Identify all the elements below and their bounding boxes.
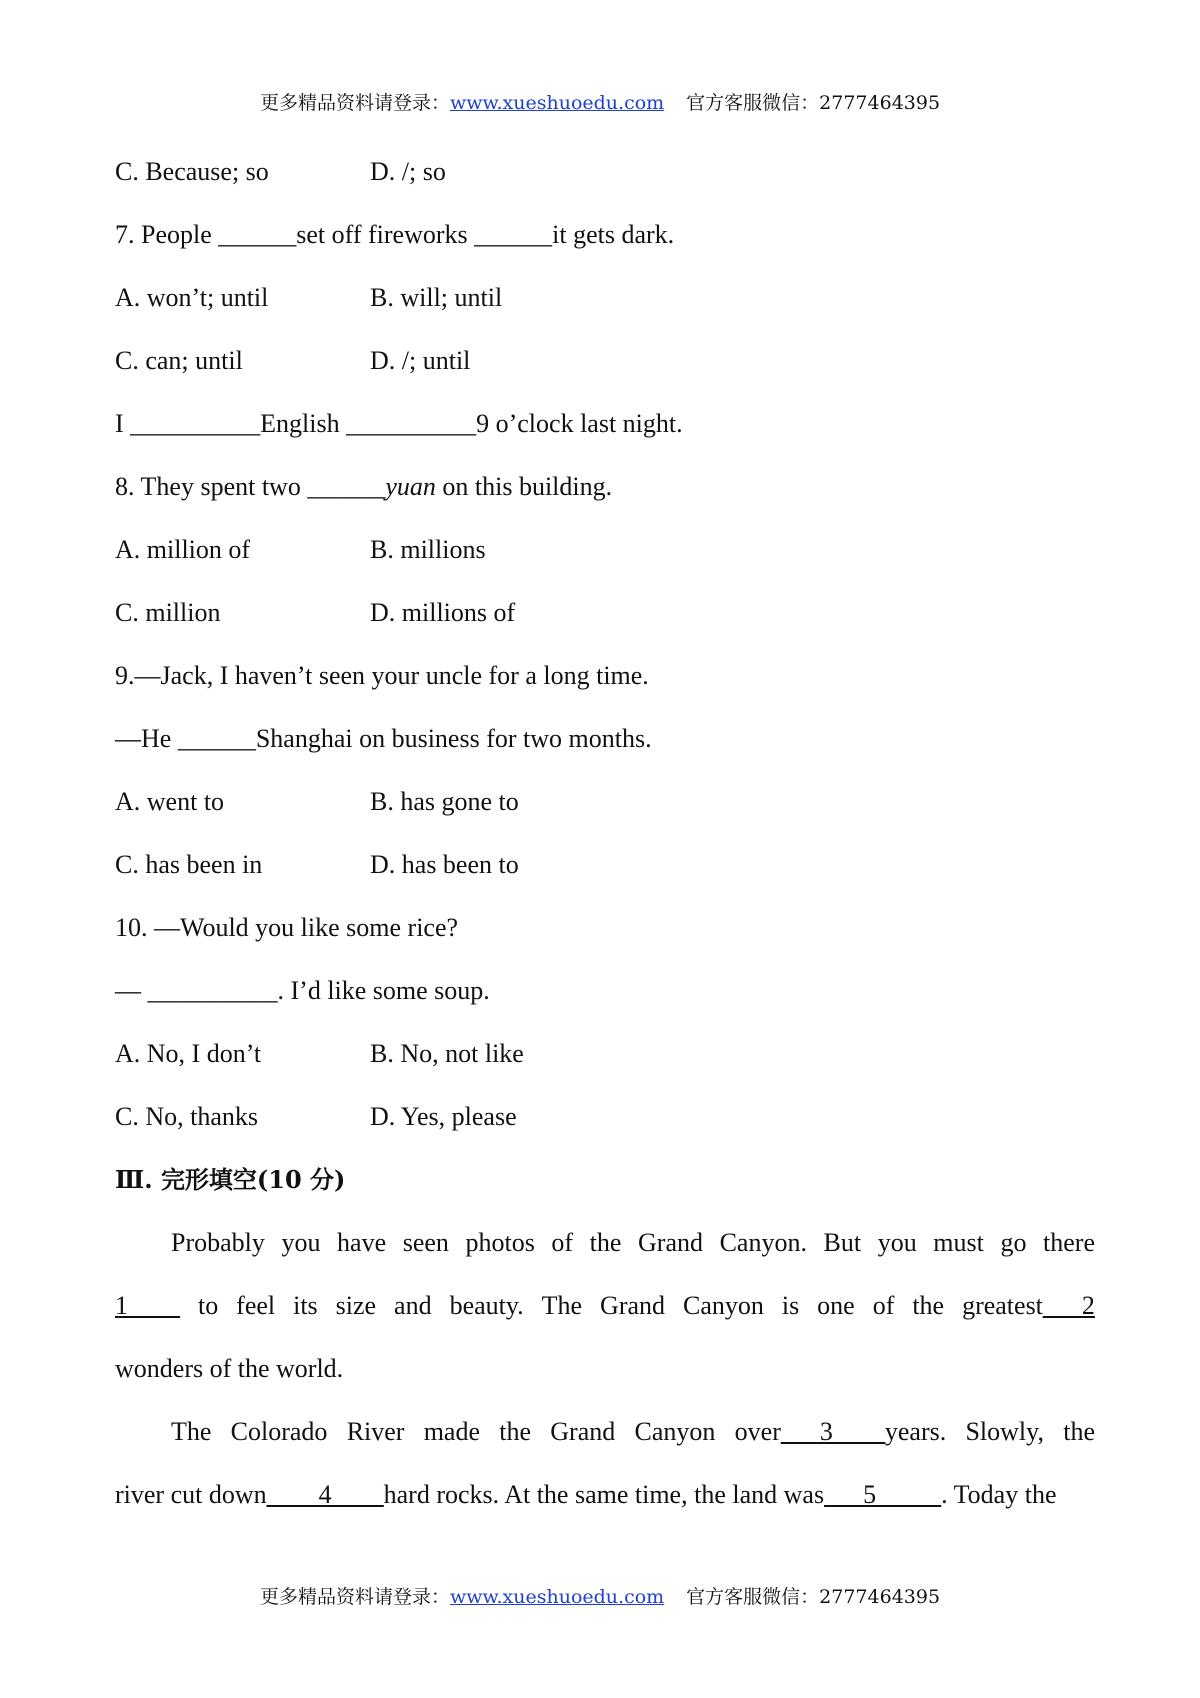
q10-stem-2: — __________. I’d like some soup. — [115, 976, 490, 1005]
passage-text: hard rocks. At the same time, the land was — [383, 1480, 825, 1509]
q6-option-c: C. Because; so — [115, 157, 269, 186]
header-link[interactable]: www.xueshuoedu.com — [449, 92, 665, 114]
passage-word: River — [346, 1417, 405, 1446]
passage-word: and — [394, 1291, 432, 1320]
passage-word: the — [912, 1291, 945, 1320]
footer-service: 官方客服微信：2777464395 — [686, 1586, 941, 1608]
q9-option-d: D. has been to — [370, 850, 519, 879]
q10-options-cd — [115, 1085, 1095, 1148]
q10-option-c: C. No, thanks — [115, 1102, 258, 1131]
q9-option-c: C. has been in — [115, 850, 263, 879]
q8-options-cd — [115, 581, 1095, 644]
passage-word: Canyon. — [719, 1228, 807, 1257]
passage-word: The — [541, 1291, 583, 1320]
blank-4: ____4____ — [266, 1480, 384, 1509]
passage-word: the — [1063, 1417, 1095, 1446]
passage-word: size — [335, 1291, 377, 1320]
passage-text: wonders of the world. — [115, 1354, 344, 1383]
q8-options-ab — [115, 518, 1095, 581]
passage-word: must — [933, 1228, 984, 1257]
q10-stem-1: 10. —Would you like some rice? — [115, 913, 459, 942]
passage-p1-line2 — [115, 1274, 1095, 1337]
passage-word: beauty. — [449, 1291, 524, 1320]
passage-word: you — [281, 1228, 321, 1257]
page-header — [0, 88, 1200, 115]
q7-option-d: D. /; until — [370, 346, 471, 375]
page-footer — [0, 1582, 1200, 1609]
q10-option-a: A. No, I don’t — [115, 1039, 262, 1068]
footer-prefix: 更多精品资料请登录： — [259, 1586, 450, 1608]
passage-word: Slowly, — [965, 1417, 1044, 1446]
q8-option-d: D. millions of — [370, 598, 516, 627]
passage-word: Grand — [550, 1417, 616, 1446]
blank-5: ___5_____ — [824, 1480, 942, 1509]
passage-word: of — [872, 1291, 895, 1320]
passage-word: Grand — [600, 1291, 666, 1320]
passage-word: you — [877, 1228, 917, 1257]
passage-p1-line1 — [115, 1211, 1095, 1274]
passage-word: of — [551, 1228, 574, 1257]
passage-word: photos — [465, 1228, 535, 1257]
passage-p2-line2 — [115, 1463, 1095, 1526]
passage-text: . Today the — [941, 1480, 1057, 1509]
header-service: 官方客服微信：2777464395 — [686, 92, 941, 114]
passage-word: seen — [402, 1228, 449, 1257]
q10-options-ab — [115, 1022, 1095, 1085]
q8-stem-post: on this building. — [435, 472, 613, 501]
q8-option-a: A. million of — [115, 535, 251, 564]
passage-word: greatest — [962, 1291, 1043, 1320]
blank-2: ___2 — [1042, 1291, 1095, 1320]
passage-word: made — [423, 1417, 481, 1446]
q8-stem — [115, 455, 1095, 518]
q9-option-a: A. went to — [115, 787, 225, 816]
passage-p1-line3 — [115, 1337, 1095, 1400]
q8-stem-pre: 8. They spent two ______ — [115, 472, 386, 501]
q7-option-b: B. will; until — [370, 283, 503, 312]
passage-text: river cut down — [115, 1480, 267, 1509]
passage-word: years. — [884, 1417, 947, 1446]
q7-stem: 7. People ______set off fireworks ______it gets dark. — [115, 220, 675, 249]
section-title: Ⅲ. 完形填空(10 分) — [115, 1165, 346, 1194]
q8-option-c: C. million — [115, 598, 221, 627]
passage-word: to — [197, 1291, 219, 1320]
passage-word: there — [1043, 1228, 1095, 1257]
q6-options-cd — [115, 140, 1095, 203]
q9-stem-1: 9.—Jack, I haven’t seen your uncle for a long time. — [115, 661, 649, 690]
footer-link[interactable]: www.xueshuoedu.com — [449, 1586, 665, 1608]
q7-option-c: C. can; until — [115, 346, 243, 375]
header-prefix: 更多精品资料请登录： — [259, 92, 450, 114]
passage-word: Colorado — [230, 1417, 328, 1446]
q9-options-ab — [115, 770, 1095, 833]
q9-options-cd — [115, 833, 1095, 896]
passage-word: its — [293, 1291, 318, 1320]
passage-word: go — [1000, 1228, 1027, 1257]
passage-word: Canyon — [634, 1417, 716, 1446]
passage-word: Probably — [171, 1228, 265, 1257]
q9-option-b: B. has gone to — [370, 787, 519, 816]
passage-p2-line1 — [115, 1400, 1095, 1463]
passage-word: Canyon — [683, 1291, 764, 1320]
q7-option-a: A. won’t; until — [115, 283, 269, 312]
extra-sentence: I __________English __________9 o’clock last night. — [115, 409, 683, 438]
q6-option-d: D. /; so — [370, 157, 446, 186]
blank-3: ___3____ — [780, 1417, 885, 1446]
passage-word: The — [171, 1417, 212, 1446]
q8-option-b: B. millions — [370, 535, 486, 564]
passage-word: over — [734, 1417, 781, 1446]
q10-option-b: B. No, not like — [370, 1039, 524, 1068]
q9-stem-2: —He ______Shanghai on business for two months. — [115, 724, 652, 753]
passage-word: is — [781, 1291, 800, 1320]
passage-word: the — [589, 1228, 622, 1257]
passage-word: feel — [236, 1291, 276, 1320]
passage-word: the — [499, 1417, 532, 1446]
q10-option-d: D. Yes, please — [370, 1102, 517, 1131]
passage-word: have — [337, 1228, 387, 1257]
section-heading — [115, 1148, 1095, 1211]
passage-word: one — [817, 1291, 855, 1320]
passage-word: But — [823, 1228, 862, 1257]
worksheet-content — [115, 140, 1095, 1526]
q8-stem-italic: yuan — [385, 472, 436, 501]
q7-options-ab — [115, 266, 1095, 329]
q7-options-cd — [115, 329, 1095, 392]
passage-word: Grand — [638, 1228, 703, 1257]
blank-1: 1____ — [115, 1291, 180, 1320]
